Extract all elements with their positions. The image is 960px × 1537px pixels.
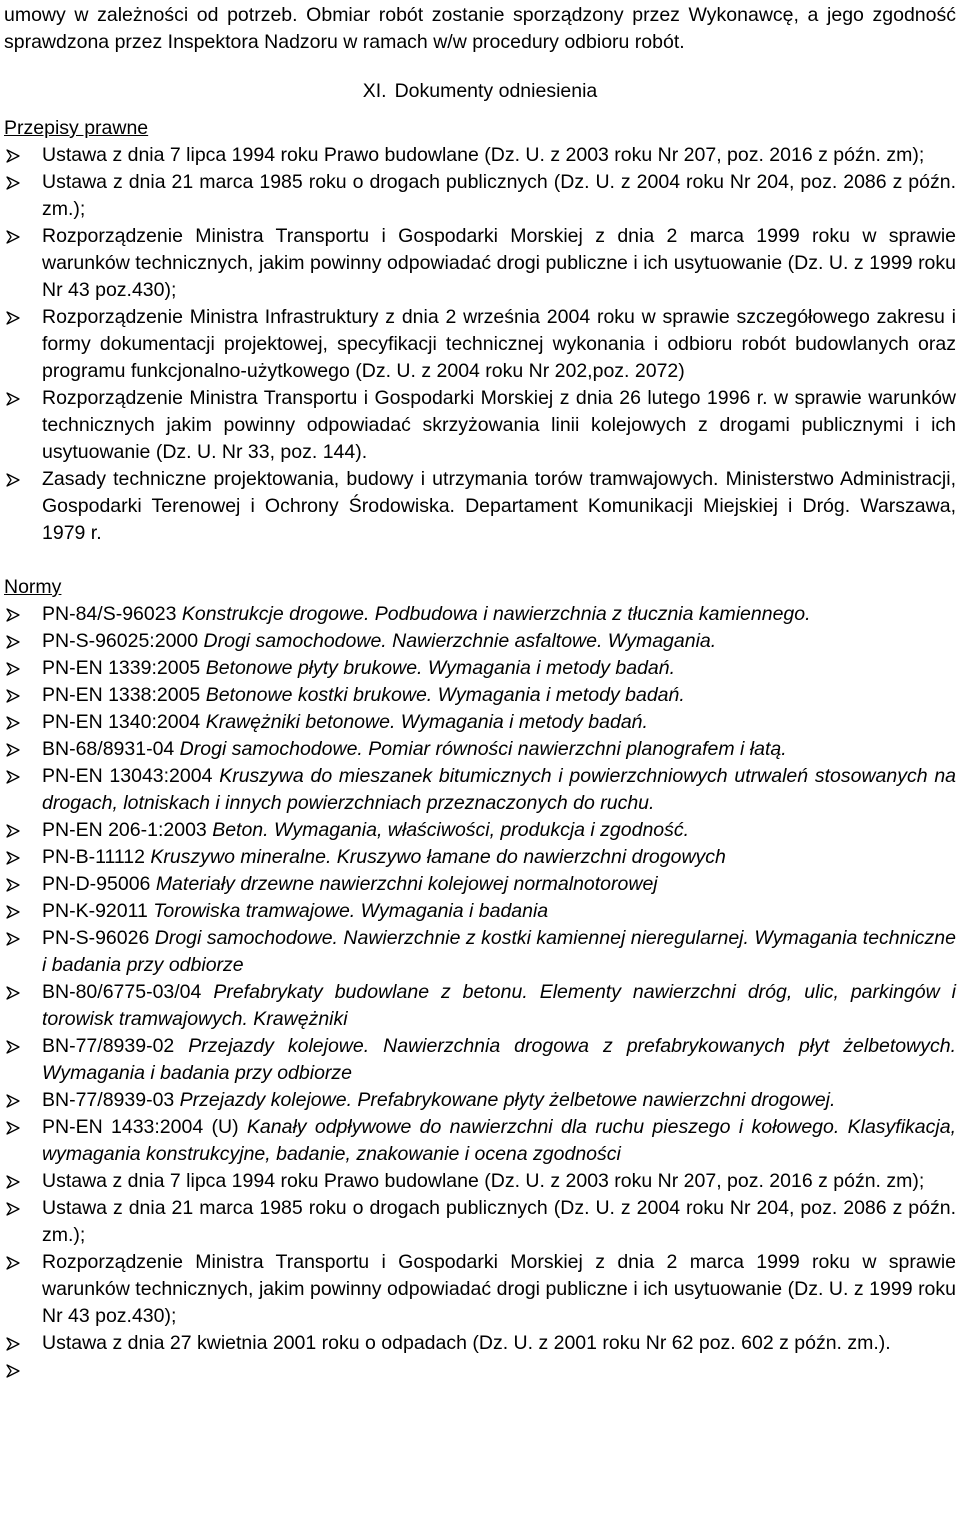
- list-item: [4, 1357, 956, 1384]
- list-item: [4, 169, 956, 223]
- arrow-bullet-icon: [6, 1364, 20, 1378]
- arrow-bullet-icon: [6, 1256, 20, 1270]
- arrow-bullet-icon: [6, 149, 20, 163]
- standard-title: Kruszywa do mieszanek bitumicznych i powierzchniowych utrwaleń stosowanych na drogach, lotniskach i innych powierzchniach przeznaczonych do ruchu.: [42, 765, 957, 814]
- list-item: [4, 709, 956, 736]
- standard-title: Kanały odpływowe do nawierzchni dla ruchu pieszego i kołowego. Klasyfikacja, wymagania konstrukcyjne, badanie, znakowanie i ocena zgodności: [42, 1116, 956, 1165]
- arrow-bullet-icon: [6, 905, 20, 919]
- list-item: [4, 682, 956, 709]
- standard-title: Betonowe płyty brukowe. Wymagania i metody badań.: [205, 657, 676, 679]
- section-title: Dokumenty odniesienia: [394, 80, 598, 102]
- list-item-text: Ustawa z dnia 21 marca 1985 roku o drogach publicznych (Dz. U. z 2004 roku Nr 204, poz. 2086 z późn. zm.);: [42, 1197, 956, 1246]
- arrow-bullet-icon: [6, 689, 20, 703]
- list-item: [4, 979, 956, 1033]
- standard-code: PN-EN 206-1:2003: [42, 819, 213, 841]
- standard-code: PN-EN 13043:2004: [42, 765, 220, 787]
- arrow-bullet-icon: [6, 608, 20, 622]
- list-item-text: Ustawa z dnia 21 marca 1985 roku o drogach publicznych (Dz. U. z 2004 roku Nr 204, poz. 2086 z późn. zm.);: [42, 171, 956, 220]
- list-item: [4, 655, 956, 682]
- standard-code: BN-68/8931-04: [42, 738, 180, 760]
- list-item-text: Ustawa z dnia 7 lipca 1994 roku Prawo budowlane (Dz. U. z 2003 roku Nr 207, poz. 2016 z późn. zm);: [42, 1170, 925, 1192]
- arrow-bullet-icon: [6, 1121, 20, 1135]
- arrow-bullet-icon: [6, 473, 20, 487]
- list-item-text: Rozporządzenie Ministra Transportu i Gospodarki Morskiej z dnia 26 lutego 1996 r. w sprawie warunków technicznych jakim powinny odpowiadać skrzyżowania linii kolejowych z drogami publicznymi i ich usytuowanie (Dz. U. Nr 33, poz. 144).: [42, 387, 956, 463]
- list-item: [4, 898, 956, 925]
- section-heading: [4, 78, 956, 105]
- list-item: [4, 1168, 956, 1195]
- standard-code: PN-84/S-96023: [42, 603, 182, 625]
- arrow-bullet-icon: [6, 878, 20, 892]
- list-item-text: Ustawa z dnia 27 kwietnia 2001 roku o odpadach (Dz. U. z 2001 roku Nr 62 poz. 602 z późn. zm.).: [42, 1332, 891, 1354]
- przepisy-heading: Przepisy prawne: [4, 117, 149, 139]
- arrow-bullet-icon: [6, 1094, 20, 1108]
- list-item: [4, 871, 956, 898]
- list-item: [4, 466, 956, 547]
- standard-title: Betonowe kostki brukowe. Wymagania i metody badań.: [205, 684, 685, 706]
- list-item-text: Rozporządzenie Ministra Transportu i Gospodarki Morskiej z dnia 2 marca 1999 roku w sprawie warunków technicznych, jakim powinny odpowiadać drogi publiczne i ich usytuowanie (Dz. U. z 1999 roku Nr 43 poz.430);: [42, 1251, 956, 1327]
- normy-heading: Normy: [4, 576, 62, 598]
- list-item: [4, 601, 956, 628]
- list-item: [4, 925, 956, 979]
- standard-code: PN-EN 1340:2004: [42, 711, 206, 733]
- list-item: [4, 1033, 956, 1087]
- standard-code: PN-B-11112: [42, 846, 151, 868]
- standard-code: BN-77/8939-03: [42, 1089, 180, 1111]
- arrow-bullet-icon: [6, 230, 20, 244]
- list-item: [4, 1087, 956, 1114]
- list-item: [4, 844, 956, 871]
- arrow-bullet-icon: [6, 1175, 20, 1189]
- list-item: [4, 628, 956, 655]
- standard-title: Drogi samochodowe. Nawierzchnie z kostki kamiennej nieregularnej. Wymagania techniczne i badania przy odbiorze: [42, 927, 956, 976]
- standard-title: Przejazdy kolejowe. Nawierzchnia drogowa z prefabrykowanych płyt żelbetowych. Wymagania i badania przy odbiorze: [42, 1035, 956, 1084]
- standard-title: Krawężniki betonowe. Wymagania i metody badań.: [205, 711, 648, 733]
- arrow-bullet-icon: [6, 176, 20, 190]
- standard-title: Torowiska tramwajowe. Wymagania i badania: [153, 900, 549, 922]
- standard-code: PN-EN 1339:2005: [42, 657, 206, 679]
- standard-code: PN-S-96025:2000: [42, 630, 204, 652]
- arrow-bullet-icon: [6, 635, 20, 649]
- standard-code: PN-S-96026: [42, 927, 155, 949]
- standard-title: Drogi samochodowe. Nawierzchnie asfaltowe. Wymagania.: [203, 630, 717, 652]
- list-item: [4, 142, 956, 169]
- przepisy-list: [4, 142, 956, 547]
- arrow-bullet-icon: [6, 716, 20, 730]
- intro-paragraph: umowy w zależności od potrzeb. Obmiar robót zostanie sporządzony przez Wykonawcę, a jego zgodność sprawdzona przez Inspektora Nadzoru w ramach w/w procedury odbioru robót.: [4, 4, 956, 53]
- standard-title: Materiały drzewne nawierzchni kolejowej normalnotorowej: [155, 873, 658, 895]
- standard-title: Drogi samochodowe. Pomiar równości nawierzchni planografem i łatą.: [179, 738, 787, 760]
- standard-title: Przejazdy kolejowe. Prefabrykowane płyty żelbetowe nawierzchni drogowej.: [179, 1089, 836, 1111]
- standard-code: BN-77/8939-02: [42, 1035, 189, 1057]
- list-item-text: Rozporządzenie Ministra Transportu i Gospodarki Morskiej z dnia 2 marca 1999 roku w sprawie warunków technicznych, jakim powinny odpowiadać drogi publiczne i ich usytuowanie (Dz. U. z 1999 roku Nr 43 poz.430);: [42, 225, 956, 301]
- standard-code: PN-EN 1338:2005: [42, 684, 206, 706]
- list-item: [4, 763, 956, 817]
- arrow-bullet-icon: [6, 851, 20, 865]
- arrow-bullet-icon: [6, 932, 20, 946]
- list-item: [4, 385, 956, 466]
- arrow-bullet-icon: [6, 392, 20, 406]
- section-number: XI.: [362, 80, 387, 102]
- list-item: [4, 1330, 956, 1357]
- list-item-text: Rozporządzenie Ministra Infrastruktury z dnia 2 września 2004 roku w sprawie szczegółowego zakresu i formy dokumentacji projektowej, specyfikacji technicznej wykonania i odbioru robót budowlanych oraz programu funkcjonalno-użytkowego (Dz. U. z 2004 roku Nr 202,poz. 2072): [42, 306, 956, 382]
- list-item: [4, 1195, 956, 1249]
- standard-code: BN-80/6775-03/04: [42, 981, 214, 1003]
- list-item-text: Zasady techniczne projektowania, budowy i utrzymania torów tramwajowych. Ministerstwo Administracji, Gospodarki Terenowej i Ochrony Środowiska. Departament Komunikacji Miejskiej i Dróg. Warszawa, 1979 r.: [42, 468, 956, 544]
- arrow-bullet-icon: [6, 824, 20, 838]
- standard-title: Prefabrykaty budowlane z betonu. Elementy nawierzchni dróg, ulic, parkingów i torowisk tramwajowych. Krawężniki: [42, 981, 956, 1030]
- arrow-bullet-icon: [6, 311, 20, 325]
- list-item: [4, 1249, 956, 1330]
- list-item: [4, 736, 956, 763]
- standard-code: PN-EN 1433:2004 (U): [42, 1116, 247, 1138]
- normy-list: [4, 601, 956, 1384]
- standard-title: Konstrukcje drogowe. Podbudowa i nawierzchnia z tłucznia kamiennego.: [181, 603, 811, 625]
- list-item: [4, 304, 956, 385]
- list-item: [4, 223, 956, 304]
- arrow-bullet-icon: [6, 1040, 20, 1054]
- list-item: [4, 817, 956, 844]
- arrow-bullet-icon: [6, 986, 20, 1000]
- standard-code: PN-K-92011: [42, 900, 154, 922]
- arrow-bullet-icon: [6, 770, 20, 784]
- standard-title: Beton. Wymagania, właściwości, produkcja i zgodność.: [212, 819, 690, 841]
- standard-code: PN-D-95006: [42, 873, 156, 895]
- standard-title: Kruszywo mineralne. Kruszywo łamane do nawierzchni drogowych: [150, 846, 726, 868]
- arrow-bullet-icon: [6, 1337, 20, 1351]
- list-item: [4, 1114, 956, 1168]
- arrow-bullet-icon: [6, 743, 20, 757]
- list-item-text: Ustawa z dnia 7 lipca 1994 roku Prawo budowlane (Dz. U. z 2003 roku Nr 207, poz. 2016 z późn. zm);: [42, 144, 925, 166]
- arrow-bullet-icon: [6, 662, 20, 676]
- arrow-bullet-icon: [6, 1202, 20, 1216]
